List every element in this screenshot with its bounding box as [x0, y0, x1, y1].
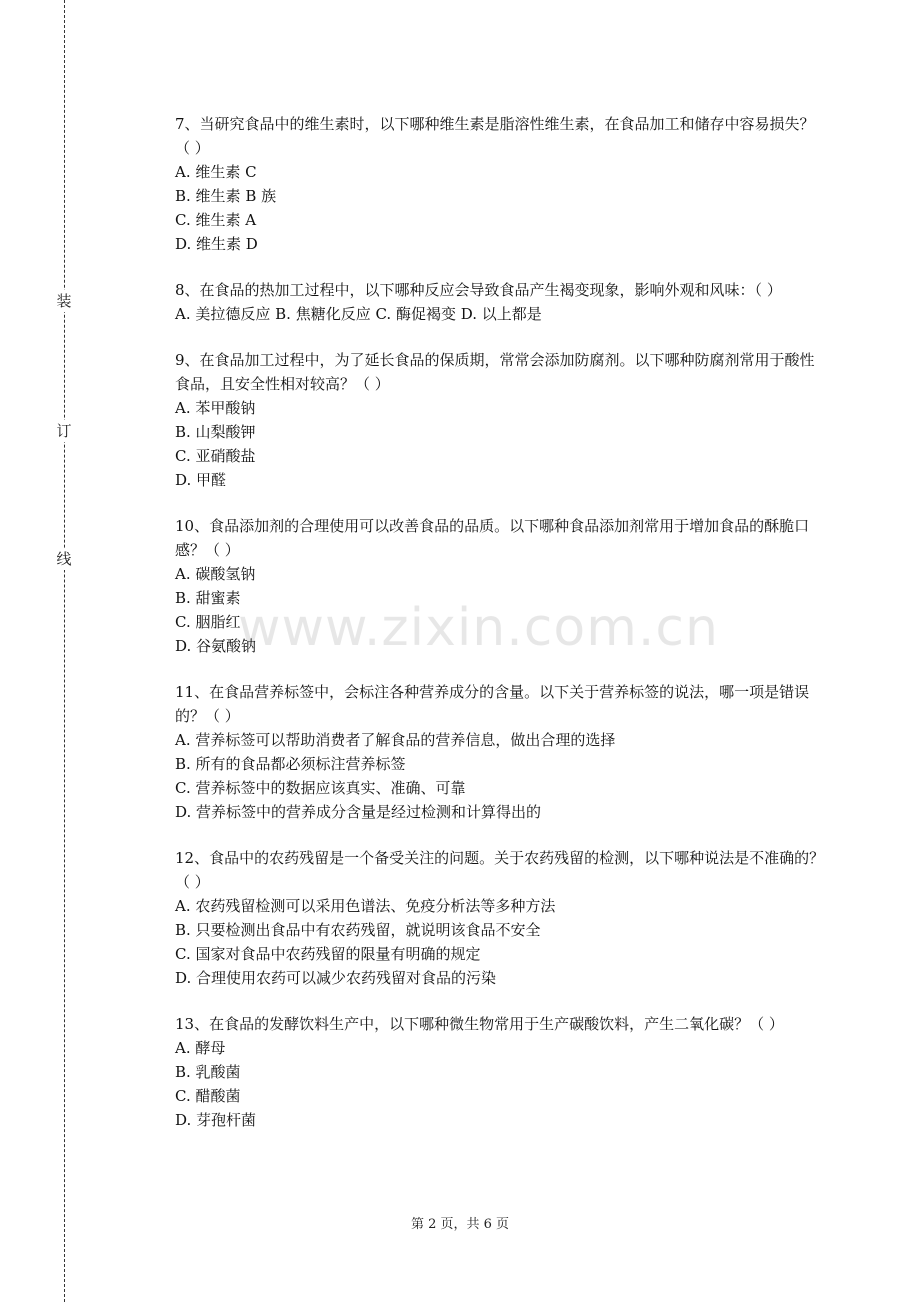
- option-d: D. 甲醛: [175, 471, 227, 489]
- watermark: www.zixin.com.cn: [238, 598, 719, 658]
- option-c: C. 醋酸菌: [175, 1087, 241, 1105]
- option-c: C. 国家对食品中农药残留的限量有明确的规定: [175, 945, 481, 963]
- option-a: A. 酵母: [175, 1039, 226, 1057]
- question-13: [175, 1012, 825, 1132]
- option-b: B. 只要检测出食品中有农药残留，就说明该食品不安全: [175, 921, 541, 939]
- option-b: B. 维生素 B 族: [175, 187, 277, 205]
- question-text: 8、在食品的热加工过程中，以下哪种反应会导致食品产生褐变现象，影响外观和风味：（ ）: [175, 281, 782, 299]
- option-d: D. 芽孢杆菌: [175, 1111, 257, 1129]
- question-11: [175, 680, 825, 824]
- option-b: B. 所有的食品都必须标注营养标签: [175, 755, 406, 773]
- option-d: D. 维生素 D: [175, 235, 258, 253]
- option-a: A. 苯甲酸钠: [175, 399, 256, 417]
- option-d: D. 谷氨酸钠: [175, 637, 257, 655]
- question-text: 13、在食品的发酵饮料生产中，以下哪种微生物常用于生产碳酸饮料，产生二氧化碳？（ ）: [175, 1015, 784, 1033]
- option-c: C. 胭脂红: [175, 613, 241, 631]
- binding-mark-xian: 线: [56, 550, 72, 568]
- question-list: [175, 112, 825, 1132]
- option-b: B. 乳酸菌: [175, 1063, 241, 1081]
- binding-mark-ding: 订: [56, 422, 72, 440]
- option-b: B. 甜蜜素: [175, 589, 241, 607]
- question-text: 12、食品中的农药残留是一个备受关注的问题。关于农药残留的检测，以下哪种说法是不准确的？（ ）: [175, 849, 825, 891]
- page-footer: 第 2 页，共 6 页: [410, 1217, 510, 1232]
- option-a: A. 碳酸氢钠: [175, 565, 256, 583]
- question-text: 11、在食品营养标签中，会标注各种营养成分的含量。以下关于营养标签的说法，哪一项是错误的？（ ）: [175, 683, 810, 725]
- option-a: A. 营养标签可以帮助消费者了解食品的营养信息，做出合理的选择: [175, 731, 616, 749]
- option-d: D. 合理使用农药可以减少农药残留对食品的污染: [175, 969, 497, 987]
- question-text: 10、食品添加剂的合理使用可以改善食品的品质。以下哪种食品添加剂常用于增加食品的酥脆口感？（ ）: [175, 517, 810, 559]
- question-10: [175, 514, 825, 658]
- question-7: [175, 112, 825, 256]
- question-9: [175, 348, 825, 492]
- question-12: [175, 846, 825, 990]
- option-a: A. 农药残留检测可以采用色谱法、免疫分析法等多种方法: [175, 897, 556, 915]
- option-d: D. 营养标签中的营养成分含量是经过检测和计算得出的: [175, 803, 542, 821]
- option-c: C. 维生素 A: [175, 211, 257, 229]
- option-b: B. 山梨酸钾: [175, 423, 256, 441]
- question-8: [175, 278, 825, 326]
- question-text: 9、在食品加工过程中，为了延长食品的保质期，常常会添加防腐剂。以下哪种防腐剂常用于酸性食品，且安全性相对较高？（ ）: [175, 351, 815, 393]
- option-a: A. 维生素 C: [175, 163, 257, 181]
- binding-dashed-line: [64, 0, 65, 1302]
- question-text: 7、当研究食品中的维生素时，以下哪种维生素是脂溶性维生素，在食品加工和储存中容易损失？（ ）: [175, 115, 815, 157]
- binding-mark-zhuang: 装: [56, 292, 72, 310]
- option-line: A. 美拉德反应 B. 焦糖化反应 C. 酶促褐变 D. 以上都是: [175, 305, 542, 323]
- option-c: C. 营养标签中的数据应该真实、准确、可靠: [175, 779, 466, 797]
- option-c: C. 亚硝酸盐: [175, 447, 256, 465]
